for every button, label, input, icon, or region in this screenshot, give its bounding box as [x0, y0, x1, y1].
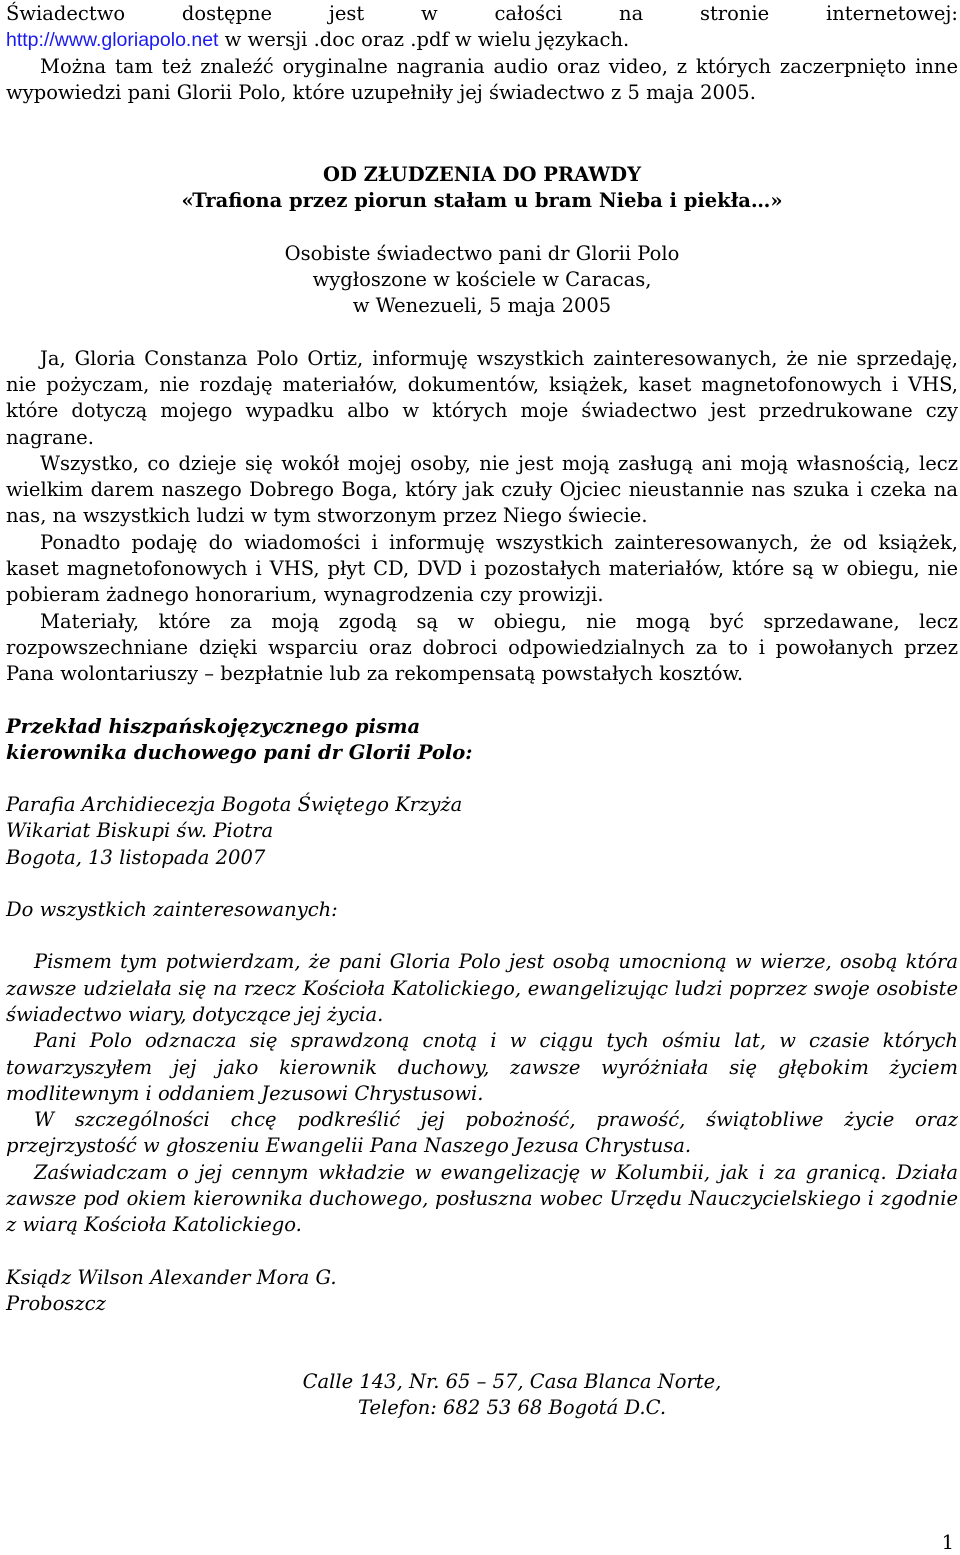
signature-name: Ksiądz Wilson Alexander Mora G.	[6, 1265, 337, 1289]
letter-paragraph: W szczególności chcę podkreślić jej pobożność, prawość, świątobliwe życie oraz przejrzystość w głoszeniu Ewangelii Pana Naszego Jezusa Chrystusa.	[6, 1108, 958, 1158]
document-subtitle: «Trafiona przez piorun stałam u bram Nieba i piekła…»	[181, 189, 783, 213]
body-paragraph: Materiały, które za moją zgodą są w obiegu, nie mogą być sprzedawane, lecz rozpowszechniane dzięki wsparciu oraz dobroci odpowiedzialnych za to i powołanych przez Pana wolontariuszy – bezpłatnie lub za rekompensatą powstałych kosztów.	[6, 609, 958, 686]
intro-paragraph: Można tam też znaleźć oryginalne nagrania audio oraz video, z których zaczerpnięto inne wypowiedzi pani Glorii Polo, które uzupełniły jej świadectwo z 5 maja 2005.	[6, 54, 958, 104]
subheading-line-1: Osobiste świadectwo pani dr Glorii Polo	[284, 241, 680, 265]
translation-heading-1: Przekład hiszpańskojęzycznego pisma	[6, 714, 421, 738]
footer-address-1: Calle 143, Nr. 65 – 57, Casa Blanca Norte,	[302, 1370, 722, 1394]
address-line-3: Bogota, 13 listopada 2007	[6, 845, 266, 869]
subheading-line-2: wygłoszone w kościele w Caracas,	[312, 268, 652, 292]
intro-link-line	[6, 27, 958, 53]
body-paragraph: Wszystko, co dzieje się wokół mojej osoby, nie jest moją zasługą ani moją własnością, lecz wielkim darem naszego Dobrego Boga, który jak czuły Ojciec nieustannie nas szuka i czeka na nas, na wszystkich ludzi w tym stworzonym przez Niego świecie.	[6, 451, 958, 528]
intro-line	[6, 1, 958, 27]
subheading-line-3: w Wenezueli, 5 maja 2005	[352, 294, 612, 318]
letter-paragraph: Pismem tym potwierdzam, że pani Gloria Polo jest osobą umocnioną w wierze, osobą która zawsze udzielała się na rzecz Kościoła Katolickiego, ewangelizując ludzi poprzez swoje osobiste świadectwo wiary, dotyczące jej życia.	[6, 950, 958, 1026]
website-link[interactable]: http://www.gloriapolo.net	[6, 29, 219, 52]
document-page	[6, 0, 958, 1422]
letter-paragraph: Pani Polo odznacza się sprawdzoną cnotą i w ciągu tych ośmiu lat, w czasie których towarzyszyłem jej jako kierownik duchowy, zawsze wyróżniała się głębokim życiem modlitewnym i oddaniem Jezusowi Chrystusowi.	[6, 1029, 958, 1105]
signature-title: Proboszcz	[6, 1291, 106, 1315]
document-title: OD ZŁUDZENIA DO PRAWDY	[322, 163, 642, 187]
body-paragraph: Ponadto podaję do wiadomości i informuję wszystkich zainteresowanych, że od książek, kaset magnetofonowych i VHS, płyt CD, DVD i pozostałych materiałów, które są w obiegu, nie pobieram żadnego honorarium, wynagrodzenia czy prowizji.	[6, 530, 958, 607]
address-line-2: Wikariat Biskupi św. Piotra	[6, 819, 274, 843]
letter-paragraph: Zaświadczam o jej cennym wkładzie w ewangelizację w Kolumbii, jak i za granicą. Działa zawsze pod okiem kierownika duchowego, posłuszna wobec Urzędu Nauczycielskiego i zgodnie z wiarą Kościoła Katolickiego.	[6, 1160, 958, 1237]
address-line-1: Parafia Archidiecezja Bogota Świętego Krzyża	[6, 793, 463, 817]
intro-format-text: w wersji .doc oraz .pdf w wielu językach.	[218, 28, 630, 52]
footer-address-2: Telefon: 682 53 68 Bogotá D.C.	[357, 1396, 667, 1420]
page-number: 1	[941, 1531, 954, 1554]
salutation: Do wszystkich zainteresowanych:	[6, 898, 338, 922]
body-paragraph: Ja, Gloria Constanza Polo Ortiz, informuję wszystkich zainteresowanych, że nie sprzedaję, nie pożyczam, nie rozdaję materiałów, dokumentów, książek, kaset magnetofonowych i VHS, które dotyczą mojego wypadku albo w których moje świadectwo jest przedrukowane czy nagrane.	[6, 346, 958, 449]
intro-text: Świadectwo dostępne jest w całości na stronie internetowej:	[6, 2, 958, 25]
translation-heading-2: kierownika duchowego pani dr Glorii Polo:	[6, 740, 473, 764]
